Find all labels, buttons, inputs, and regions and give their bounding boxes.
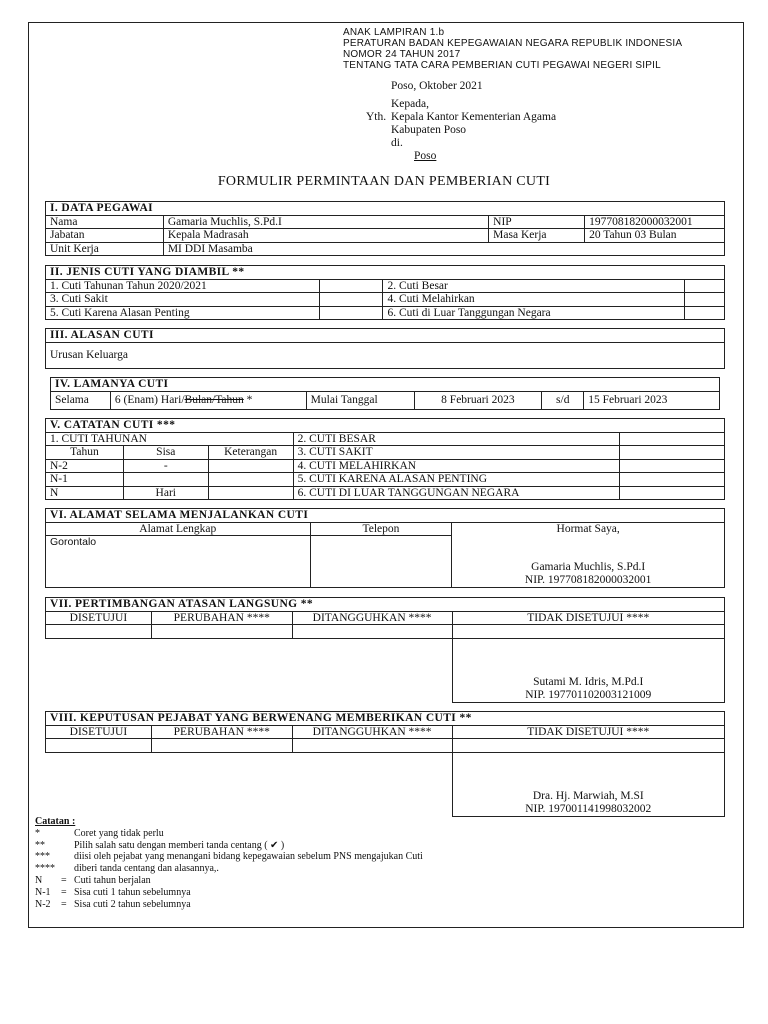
note-5-eq: = xyxy=(61,874,67,886)
cuti-luar-tanggungan-check[interactable] xyxy=(685,306,725,320)
hormat-saya: Hormat Saya, xyxy=(556,522,620,535)
di: di. xyxy=(391,137,403,149)
unit-kerja-label: Unit Kerja xyxy=(46,242,164,256)
cuti-luar-tanggungan: 6. Cuti di Luar Tanggungan Negara xyxy=(383,306,685,320)
start-date: 8 Februari 2023 xyxy=(414,391,542,409)
catatan-cuti-sakit: 3. CUTI SAKIT xyxy=(293,446,620,460)
note-6 xyxy=(35,887,423,899)
form-title: FORMULIR PERMINTAAN DAN PEMBERIAN CUTI xyxy=(217,174,551,189)
note-5-key: N xyxy=(35,874,43,886)
section-2-header: II. JENIS CUTI YANG DIAMBIL ** xyxy=(46,266,725,280)
nama-label: Nama xyxy=(46,215,164,229)
note-6-text: Sisa cuti 1 tahun sebelumnya xyxy=(74,886,191,898)
masa-kerja-label: Masa Kerja xyxy=(489,229,585,243)
jabatan-label: Jabatan xyxy=(46,229,164,243)
note-1 xyxy=(35,828,423,840)
city: Poso xyxy=(414,150,437,162)
cuti-tahunan-check[interactable] xyxy=(319,279,383,293)
row-n2-sisa: - xyxy=(123,459,208,473)
catatan-cuti-melahirkan: 4. CUTI MELAHIRKAN xyxy=(293,459,620,473)
section-jenis-cuti xyxy=(45,265,725,320)
s7-tidak-disetujui: TIDAK DISETUJUI **** xyxy=(452,611,724,625)
s8-perubahan-check[interactable] xyxy=(151,739,292,753)
col-keterangan: Keterangan xyxy=(208,446,293,460)
note-1-key: * xyxy=(35,827,40,839)
note-7 xyxy=(35,899,423,911)
catatan-cuti-besar-note xyxy=(620,432,725,446)
signature-block-pemohon xyxy=(452,522,725,588)
section-1-header: I. DATA PEGAWAI xyxy=(46,202,725,216)
section-alamat-cuti xyxy=(45,508,725,588)
lampiran-line-1: ANAK LAMPIRAN 1.b xyxy=(343,27,445,38)
s7-disetujui: DISETUJUI xyxy=(46,611,152,625)
nip-label: NIP xyxy=(489,215,585,229)
row-n1-ket xyxy=(208,473,293,487)
cuti-tahunan-title: 1. CUTI TAHUNAN xyxy=(46,432,294,446)
atasan-name: Sutami M. Idris, M.Pd.I xyxy=(533,675,644,688)
duration-strike: Bulan/Tahun xyxy=(184,394,244,406)
note-6-eq: = xyxy=(61,886,67,898)
col-telepon: Telepon xyxy=(310,522,452,536)
row-n1-tahun: N-1 xyxy=(46,473,124,487)
cuti-tahunan: 1. Cuti Tahunan Tahun 2020/2021 xyxy=(46,279,320,293)
s7-perubahan: PERUBAHAN **** xyxy=(151,611,292,625)
row-n-sisa: Hari xyxy=(123,486,208,500)
nama-value: Gamaria Muchlis, S.Pd.I xyxy=(163,215,488,229)
note-2-text: Pilih salah satu dengan memberi tanda centang ( ✔ ) xyxy=(74,839,285,851)
unit-kerja-value: MI DDI Masamba xyxy=(163,242,724,256)
catatan-cuti-alasan-penting-note xyxy=(620,473,725,487)
s8-tidak-disetujui: TIDAK DISETUJUI **** xyxy=(452,725,724,739)
row-n1-sisa xyxy=(123,473,208,487)
note-5-text: Cuti tahun berjalan xyxy=(74,874,151,886)
s7-perubahan-check[interactable] xyxy=(151,625,292,639)
note-5 xyxy=(35,875,423,887)
section-keputusan-pejabat xyxy=(45,711,725,817)
duration-pre: 6 (Enam) Hari/ xyxy=(114,394,185,406)
cuti-melahirkan: 4. Cuti Melahirkan xyxy=(383,293,685,307)
note-1-text: Coret yang tidak perlu xyxy=(74,827,164,839)
catatan-cuti-luar-tanggungan-note xyxy=(620,486,725,500)
s8-disetujui: DISETUJUI xyxy=(46,725,152,739)
pejabat-nip: NIP. 197001141998032002 xyxy=(525,802,652,815)
pemohon-nip: NIP. 197708182000032001 xyxy=(524,573,652,586)
pemohon-name: Gamaria Muchlis, S.Pd.I xyxy=(531,560,646,573)
s8-ditangguhkan: DITANGGUHKAN **** xyxy=(292,725,452,739)
s7-spacer xyxy=(46,638,453,702)
note-4 xyxy=(35,863,423,875)
cuti-alasan-penting-check[interactable] xyxy=(319,306,383,320)
place-date: Poso, Oktober 2021 xyxy=(391,80,483,92)
catatan-cuti-melahirkan-note xyxy=(620,459,725,473)
signature-block-pejabat xyxy=(452,752,724,816)
atasan-nip: NIP. 197701102003121009 xyxy=(525,688,652,701)
note-7-key: N-2 xyxy=(35,898,51,910)
sd-label: s/d xyxy=(542,391,584,409)
row-n2-ket xyxy=(208,459,293,473)
note-2 xyxy=(35,840,423,852)
alasan-value: Urusan Keluarga xyxy=(46,342,725,368)
s8-disetujui-check[interactable] xyxy=(46,739,152,753)
note-3-key: *** xyxy=(35,851,50,863)
section-8-header: VIII. KEPUTUSAN PEJABAT YANG BERWENANG MEMBERIKAN CUTI ** xyxy=(46,712,725,726)
s7-disetujui-check[interactable] xyxy=(46,625,152,639)
s7-ditangguhkan-check[interactable] xyxy=(292,625,452,639)
signature-block-atasan xyxy=(452,638,724,702)
note-3 xyxy=(35,851,423,863)
lampiran-line-4: TENTANG TATA CARA PEMBERIAN CUTI PEGAWAI NEGERI SIPIL xyxy=(343,60,661,71)
catatan-cuti-sakit-note xyxy=(620,446,725,460)
kepada: Kepada, xyxy=(391,98,429,110)
section-4-header: IV. LAMANYA CUTI xyxy=(51,378,720,392)
catatan-cuti-luar-tanggungan: 6. CUTI DI LUAR TANGGUNGAN NEGARA xyxy=(293,486,620,500)
telepon-value xyxy=(310,536,452,588)
s7-tidak-disetujui-check[interactable] xyxy=(452,625,724,639)
s7-ditangguhkan: DITANGGUHKAN **** xyxy=(292,611,452,625)
note-4-text: diberi tanda centang dan alasannya,. xyxy=(74,863,219,875)
note-7-text: Sisa cuti 2 tahun sebelumnya xyxy=(74,898,191,910)
catatan-cuti-alasan-penting: 5. CUTI KARENA ALASAN PENTING xyxy=(293,473,620,487)
section-data-pegawai xyxy=(45,201,725,256)
nip-value: 197708182000032001 xyxy=(585,215,725,229)
yth: Yth. xyxy=(366,111,387,123)
section-catatan-cuti xyxy=(45,418,725,500)
notes-title: Catatan : xyxy=(35,816,76,827)
cuti-besar: 2. Cuti Besar xyxy=(383,279,685,293)
catatan-cuti-besar: 2. CUTI BESAR xyxy=(293,432,620,446)
mulai-label: Mulai Tanggal xyxy=(306,391,414,409)
cuti-sakit: 3. Cuti Sakit xyxy=(46,293,320,307)
pejabat-name: Dra. Hj. Marwiah, M.SI xyxy=(532,789,644,802)
row-n-ket xyxy=(208,486,293,500)
col-sisa: Sisa xyxy=(123,446,208,460)
note-6-key: N-1 xyxy=(35,886,51,898)
s8-spacer xyxy=(46,752,453,816)
section-6-header: VI. ALAMAT SELAMA MENJALANKAN CUTI xyxy=(46,509,725,523)
col-alamat: Alamat Lengkap xyxy=(46,522,311,536)
s8-tidak-disetujui-check[interactable] xyxy=(452,739,724,753)
duration-post: * xyxy=(243,394,253,406)
jabatan-value: Kepala Madrasah xyxy=(163,229,488,243)
duration-value xyxy=(110,391,306,409)
end-date: 15 Februari 2023 xyxy=(584,391,720,409)
cuti-melahirkan-check[interactable] xyxy=(685,293,725,307)
s8-perubahan: PERUBAHAN **** xyxy=(151,725,292,739)
section-3-header: III. ALASAN CUTI xyxy=(46,329,725,343)
section-7-header: VII. PERTIMBANGAN ATASAN LANGSUNG ** xyxy=(46,598,725,612)
cuti-alasan-penting: 5. Cuti Karena Alasan Penting xyxy=(46,306,320,320)
note-7-eq: = xyxy=(61,898,67,910)
recipient: Kepala Kantor Kementerian Agama xyxy=(391,111,557,123)
lampiran-line-3: NOMOR 24 TAHUN 2017 xyxy=(343,49,461,60)
row-n2-tahun: N-2 xyxy=(46,459,124,473)
kabupaten: Kabupaten Poso xyxy=(391,124,467,136)
section-5-header: V. CATATAN CUTI *** xyxy=(46,419,725,433)
s8-ditangguhkan-check[interactable] xyxy=(292,739,452,753)
selama-label: Selama xyxy=(51,391,111,409)
section-lamanya-cuti xyxy=(50,377,720,410)
note-4-key: **** xyxy=(35,863,55,875)
col-tahun: Tahun xyxy=(46,446,124,460)
masa-kerja-value: 20 Tahun 03 Bulan xyxy=(585,229,725,243)
note-3-text: diisi oleh pejabat yang menangani bidang kepegawaian sebelum PNS mengajukan Cuti xyxy=(74,851,423,863)
row-n-tahun: N xyxy=(46,486,124,500)
section-alasan-cuti xyxy=(45,328,725,369)
lampiran-line-2: PERATURAN BADAN KEPEGAWAIAN NEGARA REPUBLIK INDONESIA xyxy=(343,38,683,49)
cuti-besar-check[interactable] xyxy=(685,279,725,293)
section-pertimbangan-atasan xyxy=(45,597,725,703)
cuti-sakit-check[interactable] xyxy=(319,293,383,307)
alamat-value: Gorontalo xyxy=(46,536,311,588)
lampiran-header xyxy=(343,27,682,71)
note-2-key: ** xyxy=(35,839,45,851)
notes-block xyxy=(35,816,423,910)
